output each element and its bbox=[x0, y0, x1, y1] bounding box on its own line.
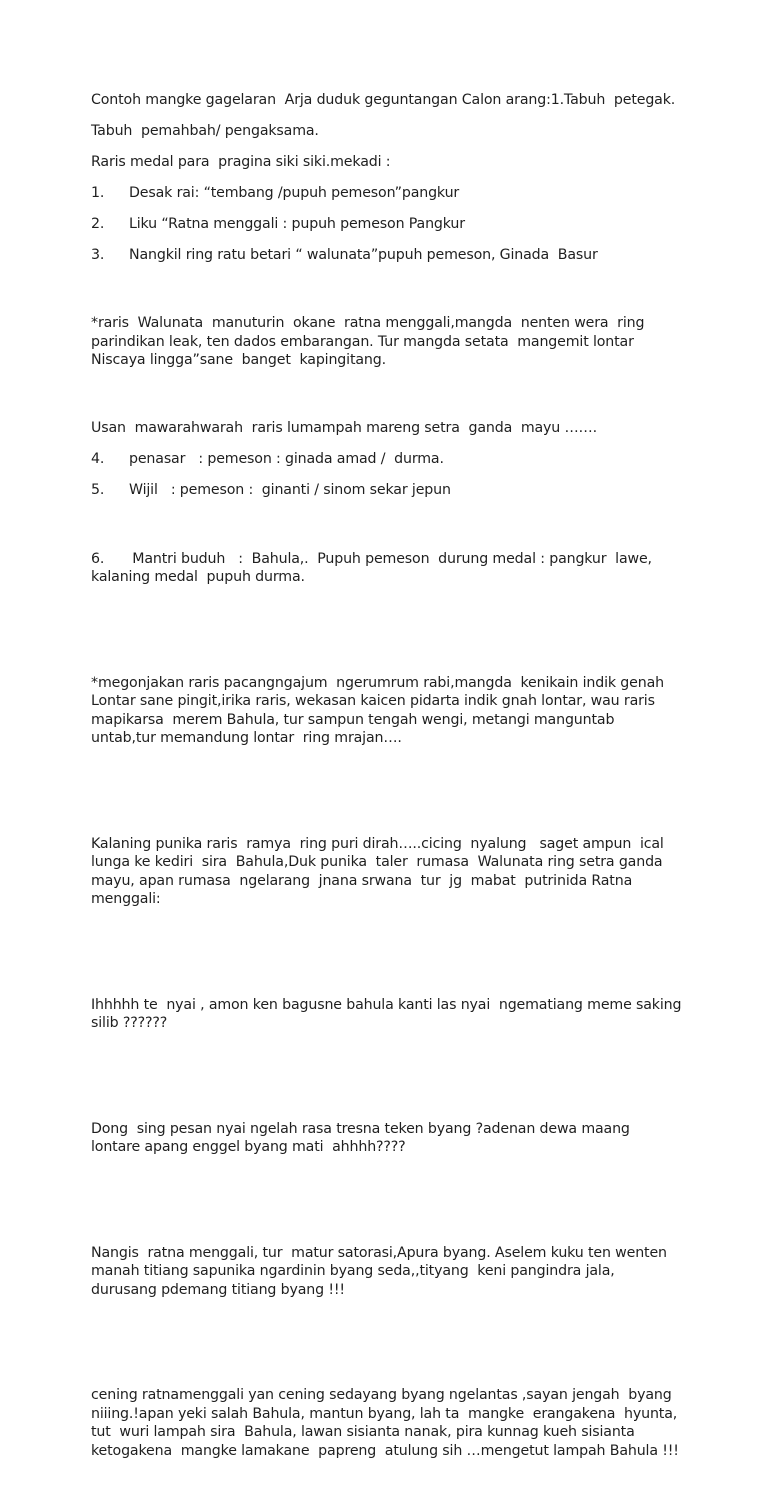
text-line: Niscaya lingga”sane banget kapingitang. bbox=[91, 352, 386, 369]
intro-paragraph: Contoh mangke gagelaran Arja duduk geguntangan Calon arang:1.Tabuh petegak. bbox=[91, 92, 676, 108]
text-line: Ihhhhh te nyai , amon ken bagusne bahula kanti las nyai ngematiang meme saking bbox=[91, 996, 682, 1013]
list-number: 1. bbox=[91, 184, 105, 201]
text-line: menggali: bbox=[91, 891, 161, 908]
list-item bbox=[91, 481, 691, 500]
list-text: Mantri buduh : Bahula,. Pupuh pemeson durung medal : pangkur lawe, bbox=[132, 550, 652, 567]
text-line: parindikan leak, ten dados embarangan. Tur mangda setata mangemit lontar bbox=[91, 333, 634, 350]
text-line: manah titiang sapunika ngardinin byang seda,,tityang keni pangindra jala, bbox=[91, 1263, 615, 1280]
list-number: 3. bbox=[91, 246, 105, 263]
list-text: Liku “Ratna menggali : pupuh pemeson Pangkur bbox=[129, 215, 465, 232]
list-number: 6. bbox=[91, 550, 105, 567]
list-item bbox=[91, 450, 691, 469]
text-line: untab,tur memandung lontar ring mrajan…. bbox=[91, 730, 402, 747]
text-line: *megonjakan raris pacangngajum ngerumrum rabi,mangda kenikain indik genah bbox=[91, 674, 664, 691]
list-number: 4. bbox=[91, 451, 105, 468]
nangis-paragraph bbox=[91, 1207, 691, 1337]
kalaning-paragraph bbox=[91, 798, 691, 947]
list-text-continuation: kalaning medal pupuh durma. bbox=[91, 569, 305, 586]
list-text: Wijil : pemeson : ginanti / sinom sekar jepun bbox=[129, 482, 451, 499]
text-line: cening ratnamenggali yan cening sedayang byang ngelantas ,sayan jengah byang bbox=[91, 1387, 672, 1404]
megonjakan-paragraph bbox=[91, 636, 691, 785]
list-item bbox=[91, 246, 691, 265]
text-line: lontare apang enggel byang mati ahhhh???? bbox=[91, 1139, 406, 1156]
list-number: 5. bbox=[91, 482, 105, 499]
text-line: lunga ke kediri sira Bahula,Duk punika taler rumasa Walunata ring setra ganda bbox=[91, 854, 663, 871]
text-line: *raris Walunata manuturin okane ratna menggali,mangda nenten wera ring bbox=[91, 315, 645, 332]
text-line: Dong sing pesan nyai ngelah rasa tresna teken byang ?adenan dewa maang bbox=[91, 1120, 630, 1137]
text-line: mapikarsa merem Bahula, tur sampun tengah wengi, metangi manguntab bbox=[91, 711, 615, 728]
raris-paragraph: Raris medal para pragina siki siki.mekadi : bbox=[91, 153, 391, 170]
list-item bbox=[91, 512, 691, 624]
text-line: Kalaning punika raris ramya ring puri dirah…..cicing nyalung saget ampun ical bbox=[91, 835, 664, 852]
text-line: tut wuri lampah sira Bahula, lawan sisianta nanak, pira kunnag kueh sisianta bbox=[91, 1424, 635, 1441]
list-item bbox=[91, 215, 691, 234]
text-line: Lontar sane pingit,irika raris, wekasan kaicen pidarta indik gnah lontar, wau raris bbox=[91, 693, 655, 710]
usan-paragraph: Usan mawarahwarah raris lumampah mareng setra ganda mayu ……. bbox=[91, 420, 597, 437]
list-text: Desak rai: “tembang /pupuh pemeson”pangkur bbox=[129, 184, 460, 201]
list-number: 2. bbox=[91, 215, 105, 232]
text-line: durusang pdemang titiang byang !!! bbox=[91, 1281, 345, 1298]
text-line: mayu, apan rumasa ngelarang jnana srwana tur jg mabat putrinida Ratna bbox=[91, 872, 633, 889]
text-line: ketogakena mangke lamakane papreng atulung sih …mengetut lampah Bahula !!! bbox=[91, 1443, 679, 1460]
dong-paragraph bbox=[91, 1083, 691, 1195]
document-page bbox=[91, 91, 691, 1510]
list-text: Nangkil ring ratu betari “ walunata”pupuh pemeson, Ginada Basur bbox=[129, 246, 598, 263]
text-line: niiing.!apan yeki salah Bahula, mantun byang, lah ta mangke erangakena hyunta, bbox=[91, 1405, 678, 1422]
list-text: penasar : pemeson : ginada amad / durma. bbox=[129, 451, 444, 468]
text-line: Nangis ratna menggali, tur matur satorasi,Apura byang. Aselem kuku ten wenten bbox=[91, 1244, 667, 1261]
cening-paragraph bbox=[91, 1349, 691, 1498]
ihhhhh-paragraph bbox=[91, 959, 691, 1071]
walunata-paragraph bbox=[91, 277, 691, 407]
list-item bbox=[91, 184, 691, 203]
text-line: silib ?????? bbox=[91, 1015, 168, 1032]
tabuh-paragraph: Tabuh pemahbah/ pengaksama. bbox=[91, 122, 319, 139]
list-text-line bbox=[91, 550, 691, 569]
